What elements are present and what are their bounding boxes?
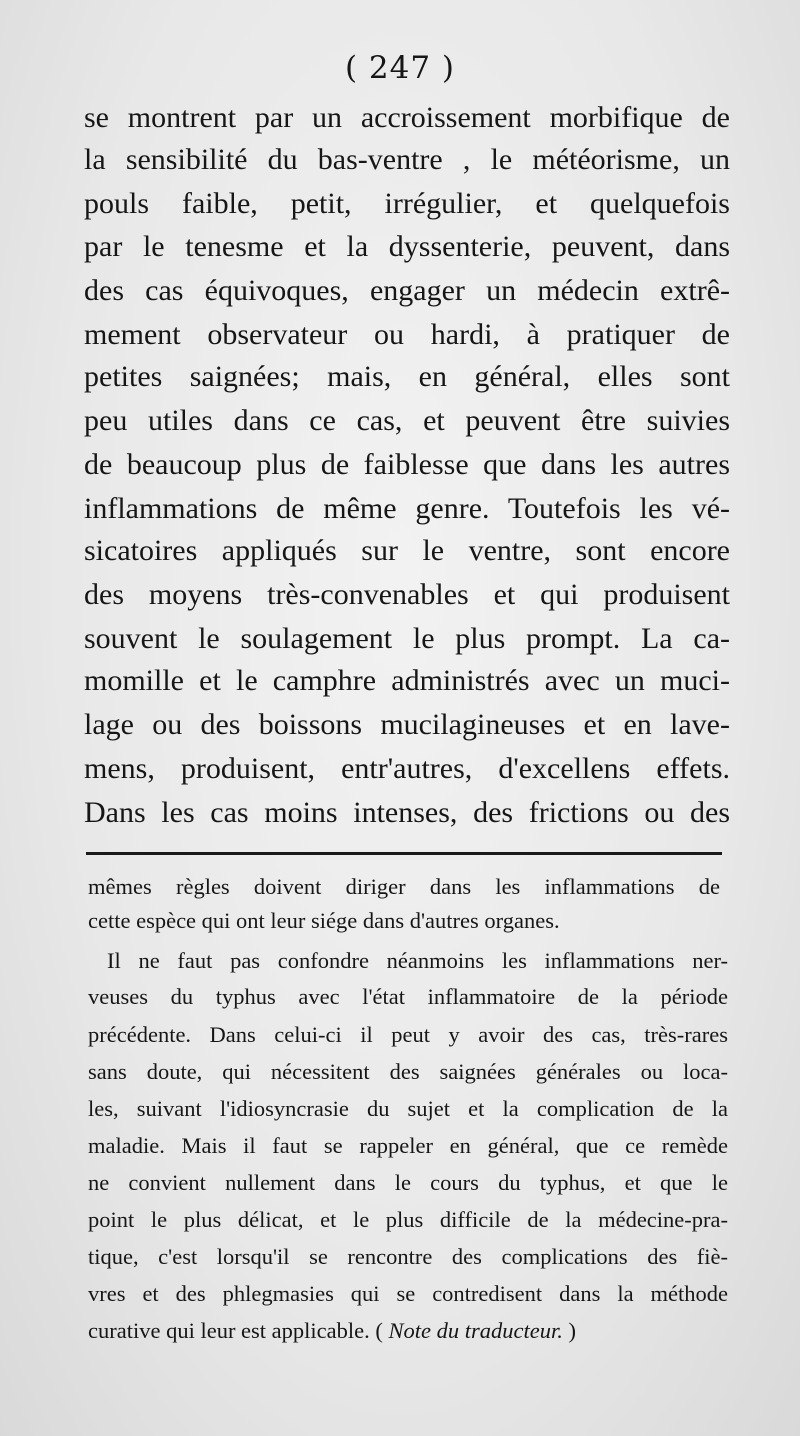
- main-text-line: des cas équivoques, engager un médecin extrê-: [84, 274, 730, 307]
- footnote-line: mêmes règles doivent diriger dans les inflammations de: [88, 874, 720, 899]
- main-text-line: inflammations de même genre. Toutefois les vé-: [84, 492, 730, 525]
- main-text-line: mement observateur ou hardi, à pratiquer de: [84, 318, 730, 351]
- main-text-line: momille et le camphre administrés avec un muci-: [84, 664, 730, 697]
- main-text-line: lage ou des boissons mucilagineuses et en lave-: [84, 708, 730, 741]
- footnote-line: point le plus délicat, et le plus difficile de la médecine-pra-: [88, 1207, 728, 1232]
- footnote-last-line: [88, 1320, 728, 1343]
- main-text-line: Dans les cas moins intenses, des frictions ou des: [84, 796, 730, 829]
- main-text-line: des moyens très-convenables et qui produisent: [84, 578, 730, 611]
- main-text-line: petites saignées; mais, en général, elles sont: [84, 360, 730, 393]
- main-text-line: se montrent par un accroissement morbifique de: [84, 101, 730, 134]
- main-text-line: sicatoires appliqués sur le ventre, sont encore: [84, 534, 730, 567]
- translator-note-label: Note du traducteur.: [388, 1318, 563, 1343]
- footnote-line: précédente. Dans celui-ci il peut y avoir des cas, très-rares: [88, 1022, 728, 1047]
- footnote-line: veuses du typhus avec l'état inflammatoire de la période: [88, 984, 728, 1009]
- footnote-text: curative qui leur est applicable. (: [88, 1318, 389, 1343]
- footnote-line: tique, c'est lorsqu'il se rencontre des complications des fiè-: [88, 1244, 728, 1269]
- page-number: ( 247 ): [344, 50, 456, 86]
- footnote-line: les, suivant l'idiosyncrasie du sujet et la complication de la: [88, 1096, 728, 1121]
- footnote-close-paren: ): [562, 1318, 576, 1343]
- footnote-line: maladie. Mais il faut se rappeler en général, que ce remède: [88, 1133, 728, 1158]
- main-text-line: peu utiles dans ce cas, et peuvent être suivies: [84, 404, 730, 437]
- footnote-line: vres et des phlegmasies qui se contredisent dans la méthode: [88, 1281, 728, 1306]
- main-text-line: de beaucoup plus de faiblesse que dans les autres: [84, 448, 730, 481]
- footnote-line: sans doute, qui nécessitent des saignées générales ou loca-: [88, 1059, 728, 1084]
- footnote-line: cette espèce qui ont leur siége dans d'autres organes.: [88, 908, 560, 933]
- main-text-line: pouls faible, petit, irrégulier, et quelquefois: [84, 187, 730, 220]
- footnote-line: Il ne faut pas confondre néanmoins les inflammations ner-: [107, 948, 728, 973]
- footnote-separator-rule: [86, 852, 722, 855]
- main-text-line: souvent le soulagement le plus prompt. La ca-: [84, 622, 730, 655]
- main-text-line: mens, produisent, entr'autres, d'excellens effets.: [84, 752, 730, 785]
- main-text-line: la sensibilité du bas-ventre , le météorisme, un: [84, 143, 730, 176]
- footnote-line: ne convient nullement dans le cours du typhus, et que le: [88, 1170, 728, 1195]
- main-text-line: par le tenesme et la dyssenterie, peuvent, dans: [84, 230, 730, 263]
